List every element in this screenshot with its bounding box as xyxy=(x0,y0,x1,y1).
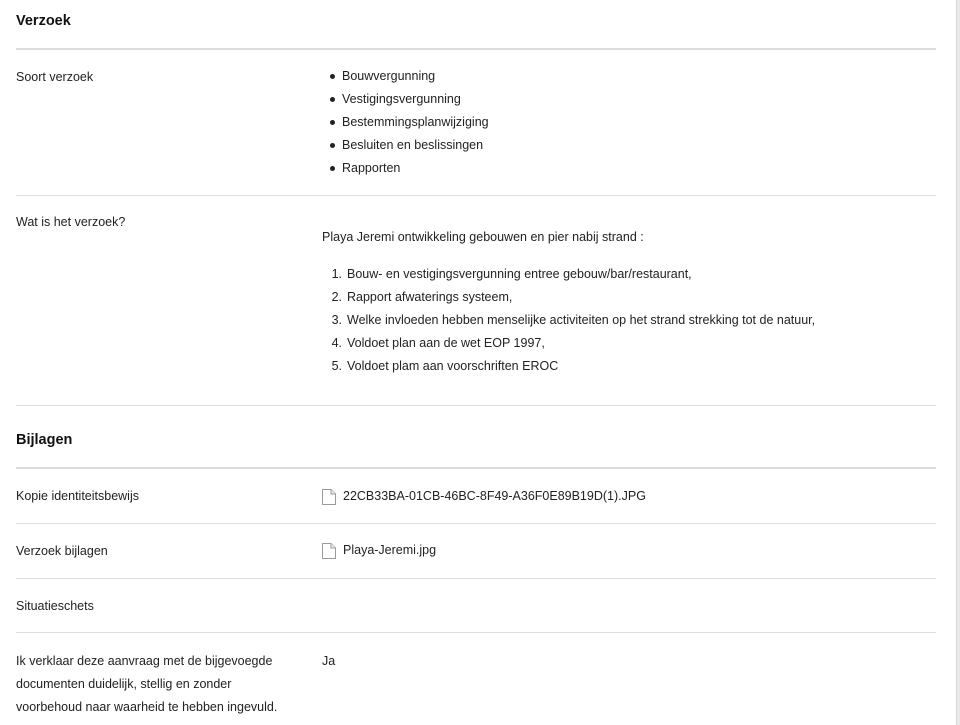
verklaring-line: documenten duidelijk, stellig en zonder xyxy=(16,677,232,691)
list-item: Bestemmingsplanwijziging xyxy=(322,111,922,134)
label-kopie-identiteitsbewijs: Kopie identiteitsbewijs xyxy=(16,489,139,503)
list-item: Bouwvergunning xyxy=(322,65,922,88)
divider xyxy=(16,467,936,469)
list-item: 4. Voldoet plan aan de wet EOP 1997, xyxy=(331,336,545,350)
soort-verzoek-value xyxy=(322,65,922,180)
file-icon xyxy=(322,489,336,505)
list-item: 1. Bouw- en vestigingsvergunning entree gebouw/bar/restaurant, xyxy=(331,267,692,281)
divider xyxy=(16,405,936,406)
section-title-bijlagen: Bijlagen xyxy=(16,432,73,448)
list-item: 5. Voldoet plam aan voorschriften EROC xyxy=(331,359,559,373)
verklaring-value: Ja xyxy=(322,654,336,668)
list-item: 3. Welke invloeden hebben menselijke activiteiten op het strand strekking tot de natuur, xyxy=(331,313,816,327)
wat-is-verzoek-value xyxy=(322,263,922,378)
list-item: Besluiten en beslissingen xyxy=(322,134,922,157)
scrollbar-edge[interactable] xyxy=(956,0,960,725)
list-item: Rapporten xyxy=(322,157,922,180)
soort-verzoek-list xyxy=(322,65,922,180)
label-soort-verzoek: Soort verzoek xyxy=(16,70,94,84)
divider xyxy=(16,632,936,633)
divider xyxy=(16,578,936,579)
file-link[interactable]: 22CB33BA-01CB-46BC-8F49-A36F0E89B19D(1).JPG xyxy=(343,489,646,503)
section-title-verzoek: Verzoek xyxy=(16,13,71,29)
file-icon xyxy=(322,543,336,559)
verzoek-bijlagen-file[interactable] xyxy=(322,539,922,562)
kopie-identiteitsbewijs-file[interactable] xyxy=(322,485,922,508)
label-verklaring xyxy=(16,650,306,719)
divider xyxy=(16,195,936,196)
wat-is-verzoek-intro: Playa Jeremi ontwikkeling gebouwen en pier nabij strand : xyxy=(322,230,644,244)
label-verzoek-bijlagen: Verzoek bijlagen xyxy=(16,544,108,558)
label-wat-is-verzoek: Wat is het verzoek? xyxy=(16,215,126,229)
wat-is-verzoek-list xyxy=(322,263,922,378)
list-item: 2. Rapport afwaterings systeem, xyxy=(331,290,513,304)
verklaring-line: voorbehoud naar waarheid te hebben ingevuld. xyxy=(16,700,278,714)
list-item: Vestigingsvergunning xyxy=(322,88,922,111)
label-situatieschets: Situatieschets xyxy=(16,599,94,613)
file-link[interactable]: Playa-Jeremi.jpg xyxy=(343,543,437,557)
divider xyxy=(16,48,936,50)
divider xyxy=(16,523,936,524)
verklaring-line: Ik verklaar deze aanvraag met de bijgevoegde xyxy=(16,654,273,668)
